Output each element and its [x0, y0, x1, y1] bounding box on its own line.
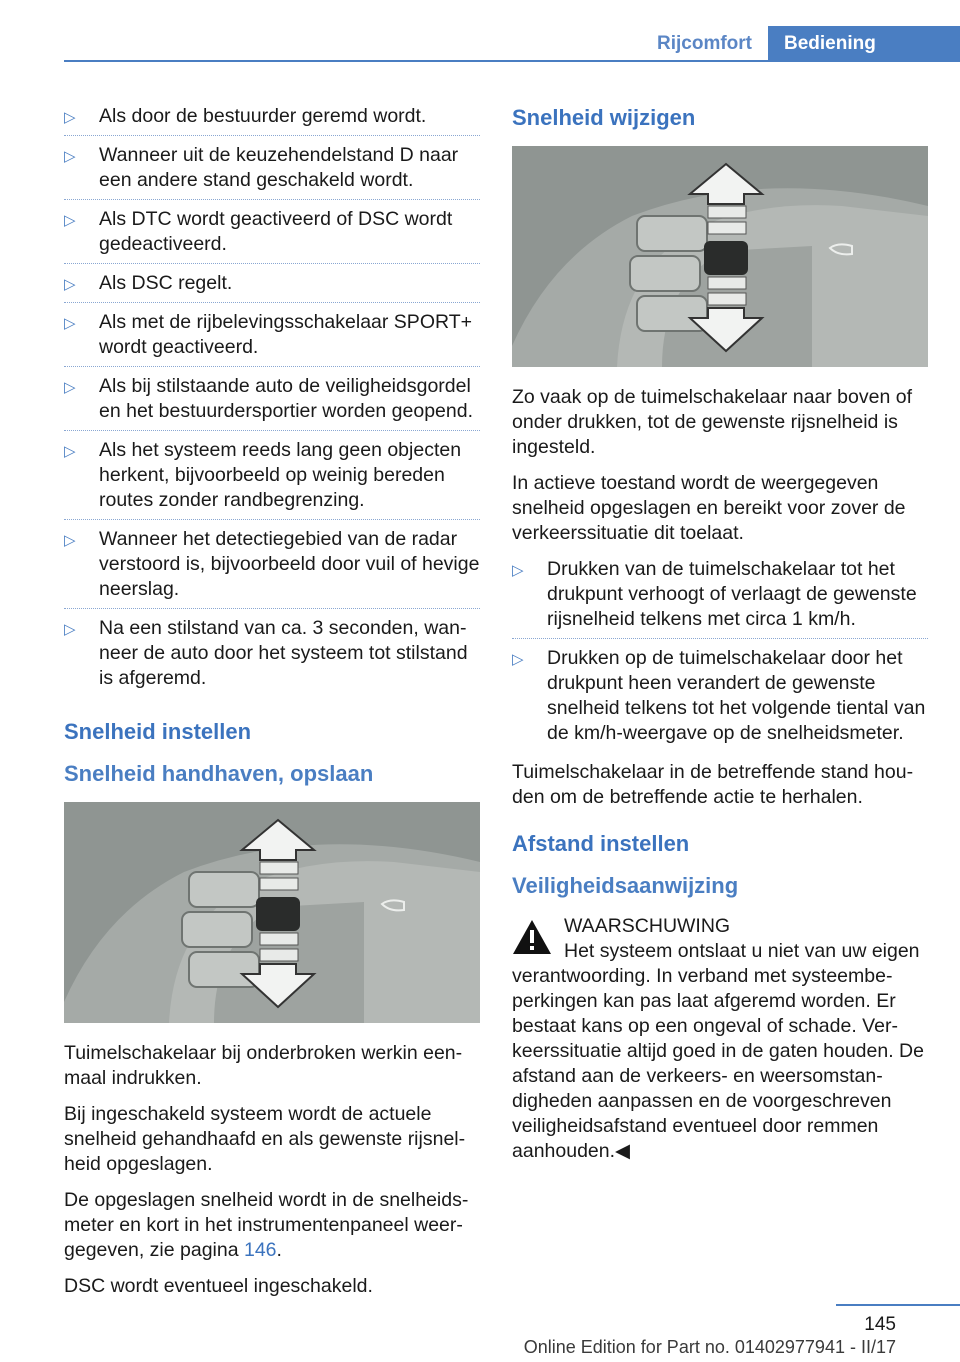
list-item: ▷ Na een stilstand van ca. 3 seconden, wanneer de auto door het systeem tot stilstand is afgeremd.	[64, 617, 468, 689]
triangle-bullet-icon: ▷	[64, 621, 76, 638]
steering-wheel-illustration	[512, 146, 928, 367]
paragraph: De opgeslagen snelheid wordt in de snelheidsmeter en kort in het instrumentenpaneel weergegeven, zie pagina 146.	[64, 1189, 469, 1261]
header-tabs	[639, 26, 960, 62]
triangle-bullet-icon: ▷	[64, 443, 76, 460]
list-item: ▷ Als het systeem reeds lang geen objecten herkent, bijvoorbeeld op weinig bereden routes zonder randbegrenzing.	[64, 438, 480, 520]
triangle-bullet-icon: ▷	[64, 276, 76, 293]
page-number: 145	[864, 1314, 896, 1335]
list-item: ▷ Als met de rijbelevingsschakelaar SPORT+ wordt geactiveerd.	[64, 310, 480, 367]
tab-bediening[interactable]: Bediening	[768, 26, 960, 62]
header-divider	[64, 60, 960, 62]
warning-first-line: Het systeem ontslaat u niet van uw eigen	[564, 940, 920, 962]
paragraph: In actieve toestand wordt de weergegeven snelheid opgeslagen en bereikt voor zover de verkeerssituatie dit toelaat.	[512, 472, 906, 544]
heading-afstand-instellen: Afstand instellen	[512, 831, 690, 856]
paragraph: Tuimelschakelaar bij onderbroken werkin eenmaal indrukken.	[64, 1042, 463, 1089]
triangle-bullet-icon: ▷	[64, 315, 76, 332]
steering-wheel-rocker-image	[64, 802, 480, 1023]
paragraph: Zo vaak op de tuimelschakelaar naar boven of onder drukken, tot de gewenste rijsnelheid is ingesteld.	[512, 386, 912, 458]
left-column	[64, 104, 480, 1310]
list-item: ▷ Als DTC wordt geactiveerd of DSC wordt gedeactiveerd.	[64, 207, 480, 264]
list-item: ▷ Als door de bestuurder geremd wordt.	[64, 104, 480, 136]
tab-rijcomfort[interactable]: Rijcomfort	[639, 26, 768, 62]
steering-wheel-illustration	[64, 802, 480, 1023]
list-item: ▷ Als DSC regelt.	[64, 271, 480, 303]
warning-title: WAARSCHUWING	[564, 915, 731, 937]
list-item: ▷ Als bij stilstaande auto de veiligheidsgordel en het bestuurdersportier worden geopend.	[64, 374, 480, 431]
triangle-bullet-icon: ▷	[64, 148, 76, 165]
warning-text: verantwoording. In verband met systeembeperkingen kan pas laat afgeremd worden. Er bestaat kans op een ongeval of schade. Verkeerssituatie altijd goed in de gaten houden. De afstand aan de verkeers- en weersomstandigheden aanpassen en de voorgeschreven veiligheidsafstand eventueel door remmen aanhouden.◀	[512, 965, 924, 1162]
condition-list	[64, 104, 480, 698]
list-item: ▷ Drukken van de tuimelschakelaar tot het drukpunt verhoogt of verlaagt de gewenste rijsnelheid telkens met circa 1 km/h.	[512, 557, 928, 639]
steering-wheel-rocker-image	[512, 146, 928, 367]
paragraph: Tuimelschakelaar in de betreffende stand houden om de betreffende actie te herhalen.	[512, 761, 914, 808]
heading-veiligheidsaanwijzing: Veiligheidsaanwijzing	[512, 873, 739, 898]
list-item: ▷ Wanneer uit de keuzehendelstand D naar een andere stand geschakeld wordt.	[64, 143, 480, 200]
edition-footer: Online Edition for Part no. 01402977941 - II/17	[523, 1337, 896, 1357]
list-item: ▷ Drukken op de tuimelschakelaar door het drukpunt heen verandert de gewenste snelheid telkens tot het volgende tiental van de km/h-weergave op de snelheidsmeter.	[512, 647, 926, 744]
page-link[interactable]: 146	[243, 1239, 277, 1261]
triangle-bullet-icon: ▷	[64, 379, 76, 396]
warning-block	[512, 914, 928, 964]
paragraph: DSC wordt eventueel ingeschakeld.	[64, 1275, 373, 1297]
triangle-bullet-icon: ▷	[64, 109, 76, 126]
footer-divider	[836, 1304, 960, 1306]
triangle-bullet-icon: ▷	[64, 212, 76, 229]
right-column	[512, 104, 928, 1175]
triangle-bullet-icon: ▷	[512, 651, 524, 668]
heading-snelheid-wijzigen: Snelheid wijzigen	[512, 105, 696, 130]
heading-snelheid-instellen: Snelheid instellen	[64, 719, 252, 744]
heading-snelheid-handhaven: Snelheid handhaven, opslaan	[64, 761, 374, 786]
warning-triangle-icon	[512, 919, 552, 955]
triangle-bullet-icon: ▷	[512, 562, 524, 579]
paragraph: Bij ingeschakeld systeem wordt de actuele snelheid gehandhaafd en als gewenste rijsnelheid opgeslagen.	[64, 1103, 466, 1175]
list-item: ▷ Wanneer het detectiegebied van de radar verstoord is, bijvoorbeeld door vuil of hevige neerslag.	[64, 527, 480, 609]
triangle-bullet-icon: ▷	[64, 532, 76, 549]
rocker-action-list	[512, 557, 928, 753]
